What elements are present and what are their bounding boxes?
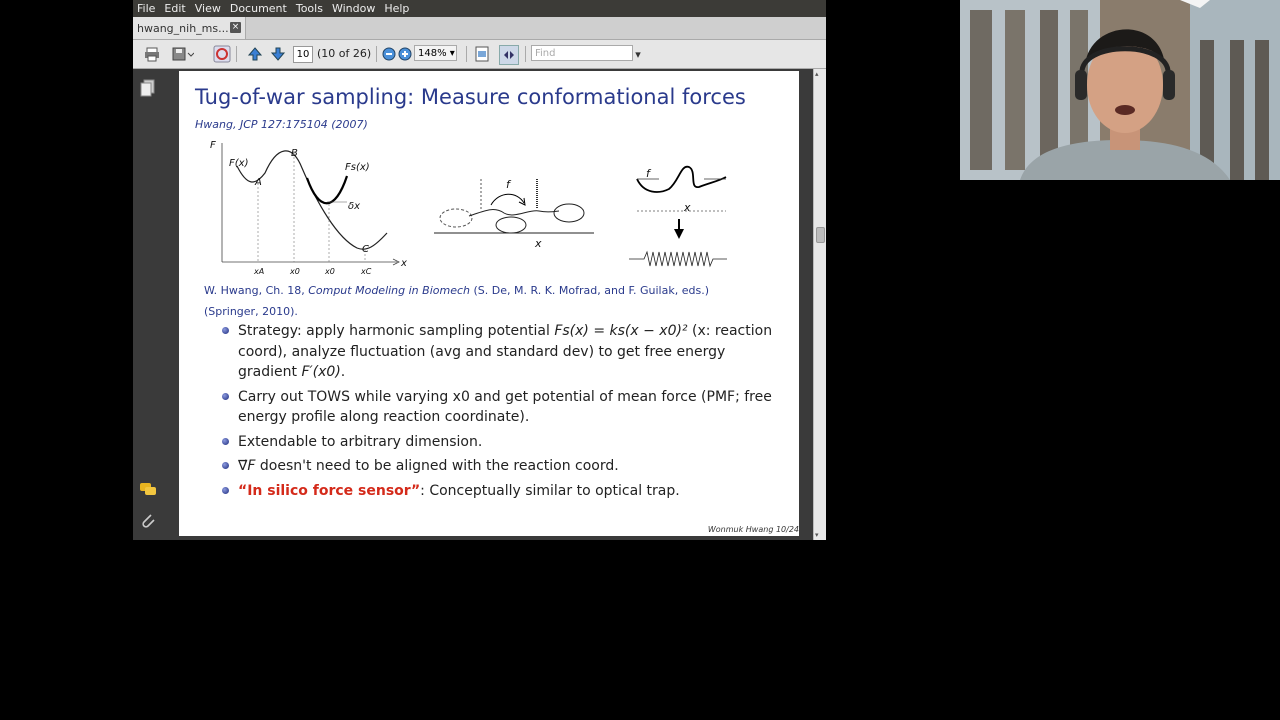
print-icon[interactable] <box>143 45 161 63</box>
divider <box>525 46 526 62</box>
fig-label-C: C <box>362 244 369 255</box>
document-tab[interactable] <box>133 17 246 39</box>
bullet-icon <box>222 327 229 334</box>
formula: F′(x0) <box>301 364 341 380</box>
scroll-down-icon[interactable]: ▾ <box>815 531 819 539</box>
fig-label-dx: δx <box>348 201 361 212</box>
page-count: (10 of 26) <box>317 47 372 60</box>
menu-window[interactable]: Window <box>331 2 376 15</box>
fig-label-F: F <box>210 140 216 151</box>
scroll-up-icon[interactable]: ▴ <box>815 70 819 78</box>
fig3-label-x: x <box>684 201 691 214</box>
vertical-scrollbar[interactable] <box>813 69 826 540</box>
fig2-label-f: f <box>506 178 510 191</box>
zoom-value: 148% <box>418 48 447 59</box>
bullet-strategy <box>222 321 782 383</box>
ref-author: W. Hwang, Ch. 18, <box>204 284 309 297</box>
bullet-text: Strategy: apply harmonic sampling potential <box>238 323 555 339</box>
force-sensor-figure <box>619 159 734 269</box>
highlight-text: “In silico force sensor” <box>238 482 421 499</box>
slide-footer: Wonmuk Hwang 10/24 <box>707 525 799 534</box>
bullet-text: (x: reaction coord), analyze fluctuation (avg and standard dev) to get free energy gradient <box>238 323 773 380</box>
fit-page-icon[interactable] <box>473 45 491 63</box>
reference <box>204 280 774 322</box>
bullet-text: Carry out TOWS while varying x0 and get potential of mean force (PMF; free energy profile along reaction coordinate). <box>238 388 772 425</box>
tick-xA: xA <box>254 267 265 276</box>
tick-x0b: x0 <box>325 267 335 276</box>
menu-document[interactable]: Document <box>229 2 287 15</box>
sampling-potential-curve <box>307 176 347 203</box>
tab-bar <box>133 17 826 40</box>
zoom-select[interactable] <box>414 45 457 61</box>
bullet-dimension <box>222 432 782 453</box>
formula: Fs(x) = ks(x − x0)² <box>554 323 688 339</box>
toolbar <box>133 40 826 69</box>
fit-width-icon[interactable] <box>499 45 519 65</box>
free-energy-figure <box>207 138 412 278</box>
bullet-gradient <box>222 456 782 477</box>
previous-page-icon[interactable] <box>246 45 264 63</box>
bullet-sensor <box>222 481 782 502</box>
refresh-icon[interactable] <box>213 45 231 63</box>
close-icon[interactable]: × <box>231 22 240 32</box>
menu-file[interactable]: File <box>137 2 156 15</box>
annotations-icon[interactable] <box>139 481 157 500</box>
bullet-icon <box>222 487 229 494</box>
menu-edit[interactable]: Edit <box>164 2 186 15</box>
zoom-in-icon[interactable] <box>396 45 414 63</box>
divider <box>376 46 377 62</box>
fig-label-Fx: F(x) <box>229 158 249 169</box>
bullet-text: doesn't need to be aligned with the reaction coord. <box>255 458 619 474</box>
next-page-icon[interactable] <box>269 45 287 63</box>
ref-book: Comput Modeling in Biomech <box>308 284 470 297</box>
page-number-input[interactable]: 10 <box>293 46 313 63</box>
fig-label-x: x <box>401 258 407 269</box>
find-input[interactable]: Find <box>531 45 633 61</box>
scroll-thumb[interactable] <box>816 227 825 243</box>
menu-bar <box>133 0 826 17</box>
divider <box>466 46 467 62</box>
attachment-icon[interactable] <box>140 512 156 534</box>
fig2-label-x: x <box>535 237 542 250</box>
fig-label-Fs: Fs(x) <box>345 162 370 173</box>
menu-help[interactable]: Help <box>384 2 410 15</box>
slide-title: Tug-of-war sampling: Measure conformational forces <box>195 85 746 109</box>
pdf-viewer-window <box>133 0 826 540</box>
bullet-icon <box>222 438 229 445</box>
tick-xC: xC <box>361 267 372 276</box>
save-icon[interactable] <box>171 45 195 63</box>
formula: ∇⃗F <box>238 458 256 474</box>
tick-x0a: x0 <box>290 267 300 276</box>
bullet-tows <box>222 387 782 428</box>
presenter-image <box>960 0 1280 180</box>
bullet-icon <box>222 393 229 400</box>
menu-view[interactable]: View <box>194 2 221 15</box>
bullet-text: : Conceptually similar to optical trap. <box>420 482 680 499</box>
fig-label-B: B <box>291 148 298 159</box>
side-panel <box>133 69 163 540</box>
chevron-down-icon: ▾ <box>449 48 455 59</box>
chevron-down-icon[interactable]: ▾ <box>635 47 641 61</box>
citation: Hwang, JCP 127:175104 (2007) <box>195 118 368 131</box>
pages-icon[interactable] <box>140 79 156 101</box>
menu-tools[interactable]: Tools <box>295 2 323 15</box>
tab-label: hwang_nih_ms... <box>137 21 229 35</box>
webcam-video <box>960 0 1280 180</box>
bullet-list <box>222 321 782 505</box>
tug-of-war-figure <box>429 171 599 251</box>
pdf-page <box>179 71 799 536</box>
ref-line2: (Springer, 2010). <box>204 305 298 318</box>
fig-label-A: A <box>255 177 262 188</box>
ref-rest: (S. De, M. R. K. Mofrad, and F. Guilak, eds.) <box>470 284 709 297</box>
bullet-text: Extendable to arbitrary dimension. <box>238 433 483 450</box>
fig3-label-f: f <box>646 167 650 180</box>
document-view <box>163 69 826 540</box>
divider <box>236 46 237 62</box>
bullet-text: . <box>340 364 346 380</box>
bullet-icon <box>222 462 229 469</box>
